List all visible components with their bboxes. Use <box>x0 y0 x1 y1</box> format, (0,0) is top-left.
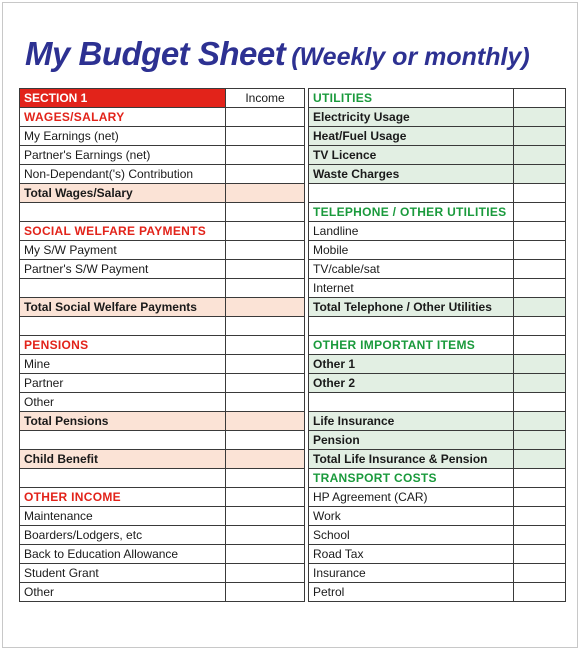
total-row <box>20 450 305 469</box>
table-row <box>20 127 305 146</box>
income-table <box>19 88 305 602</box>
row-label: Maintenance <box>20 507 226 526</box>
row-label: Total Pensions <box>20 412 226 431</box>
table-row <box>309 583 566 602</box>
table-row <box>20 241 305 260</box>
category-header-row <box>309 89 566 108</box>
amount-cell[interactable] <box>514 165 566 184</box>
total-row <box>309 298 566 317</box>
table-row <box>309 222 566 241</box>
table-row <box>309 260 566 279</box>
amount-cell[interactable] <box>226 393 305 412</box>
amount-cell[interactable] <box>514 488 566 507</box>
amount-cell[interactable] <box>514 260 566 279</box>
category-header-row <box>20 488 305 507</box>
row-label <box>309 393 514 412</box>
row-label: Boarders/Lodgers, etc <box>20 526 226 545</box>
amount-cell <box>226 431 305 450</box>
table-row <box>20 374 305 393</box>
amount-cell[interactable] <box>514 431 566 450</box>
row-label: Total Wages/Salary <box>20 184 226 203</box>
amount-cell[interactable] <box>226 146 305 165</box>
amount-cell[interactable] <box>226 127 305 146</box>
category-header-row <box>309 469 566 488</box>
amount-cell[interactable] <box>226 241 305 260</box>
amount-cell[interactable] <box>226 564 305 583</box>
amount-cell[interactable] <box>514 450 566 469</box>
table-row <box>20 165 305 184</box>
category-header-row <box>309 336 566 355</box>
amount-cell[interactable] <box>226 165 305 184</box>
total-row <box>20 184 305 203</box>
row-label: Petrol <box>309 583 514 602</box>
amount-cell[interactable] <box>226 507 305 526</box>
amount-cell[interactable] <box>514 127 566 146</box>
amount-cell[interactable] <box>226 260 305 279</box>
row-label: Partner <box>20 374 226 393</box>
amount-cell[interactable] <box>514 507 566 526</box>
row-label: Road Tax <box>309 545 514 564</box>
blank-row <box>20 317 305 336</box>
total-row <box>309 165 566 184</box>
row-label: Waste Charges <box>309 165 514 184</box>
table-row <box>20 260 305 279</box>
row-label: Total Life Insurance & Pension <box>309 450 514 469</box>
amount-cell <box>514 184 566 203</box>
table-row <box>20 355 305 374</box>
budget-sheet <box>2 2 578 648</box>
amount-cell[interactable] <box>514 355 566 374</box>
table-row <box>20 146 305 165</box>
row-label: Total Social Welfare Payments <box>20 298 226 317</box>
income-column-header: Income <box>226 89 305 108</box>
amount-cell[interactable] <box>226 583 305 602</box>
table-row <box>20 564 305 583</box>
row-label: TELEPHONE / OTHER UTILITIES <box>309 203 514 222</box>
row-label: Pension <box>309 431 514 450</box>
blank-row <box>20 203 305 222</box>
row-label <box>309 317 514 336</box>
amount-cell[interactable] <box>514 241 566 260</box>
row-label: Mobile <box>309 241 514 260</box>
row-label <box>20 469 226 488</box>
row-label: TRANSPORT COSTS <box>309 469 514 488</box>
row-label: Other 1 <box>309 355 514 374</box>
row-label: Landline <box>309 222 514 241</box>
amount-cell[interactable] <box>226 526 305 545</box>
amount-cell <box>514 336 566 355</box>
amount-cell <box>226 488 305 507</box>
table-row <box>20 526 305 545</box>
row-label: Other 2 <box>309 374 514 393</box>
row-label: WAGES/SALARY <box>20 108 226 127</box>
amount-cell <box>226 469 305 488</box>
blank-row <box>20 279 305 298</box>
amount-cell[interactable] <box>226 374 305 393</box>
amount-cell <box>226 336 305 355</box>
blank-row <box>309 184 566 203</box>
amount-cell[interactable] <box>514 222 566 241</box>
title-main: My Budget Sheet <box>25 35 286 72</box>
amount-cell[interactable] <box>514 583 566 602</box>
category-header-row <box>20 108 305 127</box>
row-label: Insurance <box>309 564 514 583</box>
blank-row <box>309 393 566 412</box>
amount-cell[interactable] <box>514 279 566 298</box>
table-row <box>309 507 566 526</box>
amount-cell <box>226 108 305 127</box>
total-row <box>20 298 305 317</box>
total-row <box>309 108 566 127</box>
row-label: HP Agreement (CAR) <box>309 488 514 507</box>
row-label: PENSIONS <box>20 336 226 355</box>
row-label: OTHER INCOME <box>20 488 226 507</box>
amount-cell[interactable] <box>514 298 566 317</box>
row-label: Other <box>20 393 226 412</box>
amount-cell <box>514 317 566 336</box>
amount-cell[interactable] <box>514 374 566 393</box>
amount-cell[interactable] <box>514 146 566 165</box>
amount-cell[interactable] <box>226 355 305 374</box>
row-label: My S/W Payment <box>20 241 226 260</box>
row-label: My Earnings (net) <box>20 127 226 146</box>
row-label: Back to Education Allowance <box>20 545 226 564</box>
table-row <box>309 545 566 564</box>
row-label <box>309 184 514 203</box>
total-row <box>20 412 305 431</box>
row-label: Heat/Fuel Usage <box>309 127 514 146</box>
row-label: Internet <box>309 279 514 298</box>
table-row <box>20 393 305 412</box>
row-label: School <box>309 526 514 545</box>
total-row <box>309 412 566 431</box>
row-label: Electricity Usage <box>309 108 514 127</box>
category-header-row <box>20 222 305 241</box>
category-header-row <box>20 336 305 355</box>
amount-cell <box>226 279 305 298</box>
total-row <box>309 431 566 450</box>
total-row <box>309 355 566 374</box>
section-header-row <box>20 89 305 108</box>
amount-cell[interactable] <box>514 108 566 127</box>
total-row <box>309 374 566 393</box>
amount-cell <box>514 469 566 488</box>
amount-cell <box>226 203 305 222</box>
row-label: TV Licence <box>309 146 514 165</box>
page-title <box>25 37 530 70</box>
row-label: UTILITIES <box>309 89 514 108</box>
amount-cell[interactable] <box>514 545 566 564</box>
amount-cell[interactable] <box>226 545 305 564</box>
blank-row <box>309 317 566 336</box>
amount-cell <box>514 203 566 222</box>
amount-cell <box>226 317 305 336</box>
row-label: TV/cable/sat <box>309 260 514 279</box>
row-label: Student Grant <box>20 564 226 583</box>
blank-row <box>20 431 305 450</box>
row-label: Mine <box>20 355 226 374</box>
total-row <box>309 146 566 165</box>
table-row <box>309 241 566 260</box>
amount-cell[interactable] <box>226 450 305 469</box>
row-label: SOCIAL WELFARE PAYMENTS <box>20 222 226 241</box>
table-row <box>20 507 305 526</box>
row-label: Child Benefit <box>20 450 226 469</box>
amount-cell <box>226 222 305 241</box>
amount-cell[interactable] <box>226 412 305 431</box>
amount-cell[interactable] <box>226 184 305 203</box>
title-subtitle: (Weekly or monthly) <box>291 43 530 71</box>
total-row <box>309 450 566 469</box>
amount-cell[interactable] <box>514 526 566 545</box>
expenses-table <box>308 88 566 602</box>
row-label <box>20 203 226 222</box>
table-row <box>20 545 305 564</box>
category-header-row <box>309 203 566 222</box>
amount-cell <box>514 393 566 412</box>
blank-row <box>20 469 305 488</box>
table-row <box>309 488 566 507</box>
row-label: Other <box>20 583 226 602</box>
total-row <box>309 127 566 146</box>
table-row <box>309 526 566 545</box>
amount-cell[interactable] <box>514 564 566 583</box>
amount-cell[interactable] <box>514 412 566 431</box>
section-label: SECTION 1 <box>20 89 226 108</box>
table-row <box>309 279 566 298</box>
row-label: Life Insurance <box>309 412 514 431</box>
table-row <box>309 564 566 583</box>
row-label: Work <box>309 507 514 526</box>
row-label: Total Telephone / Other Utilities <box>309 298 514 317</box>
row-label: Partner's Earnings (net) <box>20 146 226 165</box>
amount-cell <box>514 89 566 108</box>
row-label: OTHER IMPORTANT ITEMS <box>309 336 514 355</box>
row-label <box>20 431 226 450</box>
table-row <box>20 583 305 602</box>
row-label: Non-Dependant('s) Contribution <box>20 165 226 184</box>
row-label <box>20 279 226 298</box>
row-label <box>20 317 226 336</box>
row-label: Partner's S/W Payment <box>20 260 226 279</box>
amount-cell[interactable] <box>226 298 305 317</box>
